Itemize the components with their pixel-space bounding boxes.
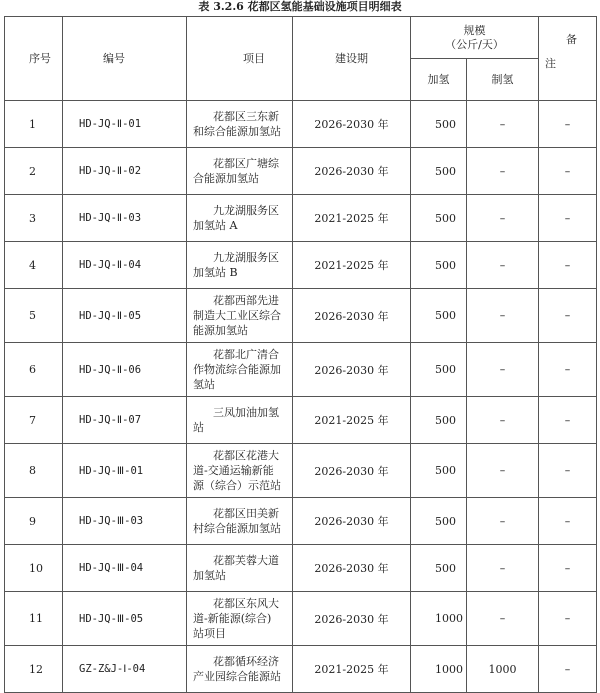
cell-name bbox=[187, 289, 293, 343]
cell-name bbox=[187, 498, 293, 545]
cell-seq: 8 bbox=[5, 444, 63, 498]
table-row bbox=[5, 148, 597, 195]
cell-hydrogen-refuel: 500 bbox=[411, 195, 467, 242]
cell-note: – bbox=[539, 545, 597, 592]
cell-name-line: 花都区花港大 bbox=[213, 449, 279, 462]
header-hydrogen-make: 制氢 bbox=[467, 59, 539, 101]
header-period: 建设期 bbox=[293, 17, 411, 101]
cell-note: – bbox=[539, 148, 597, 195]
cell-period: 2021-2025 年 bbox=[293, 195, 411, 242]
cell-name-line: 花都循环经济 bbox=[213, 655, 279, 668]
cell-hydrogen-make: – bbox=[467, 397, 539, 444]
cell-hydrogen-refuel: 500 bbox=[411, 101, 467, 148]
cell-name-line: 村综合能源加氢站 bbox=[193, 522, 281, 535]
cell-name bbox=[187, 242, 293, 289]
table-row bbox=[5, 195, 597, 242]
cell-name-line: 三凤加油加氢 bbox=[213, 406, 279, 419]
cell-hydrogen-make: – bbox=[467, 195, 539, 242]
cell-period: 2026-2030 年 bbox=[293, 592, 411, 646]
header-note-b: 注 bbox=[545, 57, 556, 70]
cell-hydrogen-make: – bbox=[467, 101, 539, 148]
cell-note: – bbox=[539, 195, 597, 242]
cell-code: HD-JQ-Ⅱ-06 bbox=[63, 343, 187, 397]
cell-name bbox=[187, 195, 293, 242]
cell-code: GZ-Z&J-Ⅰ-04 bbox=[63, 646, 187, 693]
cell-name-line: 九龙湖服务区 bbox=[213, 204, 279, 217]
header-hydrogen-refuel: 加氢 bbox=[411, 59, 467, 101]
cell-name-line: 花都芙蓉大道 bbox=[213, 554, 279, 567]
cell-name-line: 产业园综合能源站 bbox=[193, 670, 281, 683]
table-row bbox=[5, 545, 597, 592]
cell-code: HD-JQ-Ⅲ-04 bbox=[63, 545, 187, 592]
cell-hydrogen-refuel: 500 bbox=[411, 498, 467, 545]
header-name: 项目 bbox=[187, 17, 293, 101]
cell-name bbox=[187, 343, 293, 397]
cell-code: HD-JQ-Ⅲ-01 bbox=[63, 444, 187, 498]
cell-name-line: 加氢站 A bbox=[193, 219, 238, 232]
table-row bbox=[5, 592, 597, 646]
cell-name-line: 花都北广清合 bbox=[213, 348, 279, 361]
cell-hydrogen-make: – bbox=[467, 592, 539, 646]
table-row bbox=[5, 646, 597, 693]
cell-name-line: 源（综合）示范站 bbox=[193, 479, 281, 492]
cell-hydrogen-make: – bbox=[467, 444, 539, 498]
cell-seq: 2 bbox=[5, 148, 63, 195]
cell-hydrogen-refuel: 1000 bbox=[411, 592, 467, 646]
cell-name bbox=[187, 646, 293, 693]
cell-name-line: 站项目 bbox=[193, 627, 226, 640]
cell-name bbox=[187, 397, 293, 444]
cell-name-line: 和综合能源加氢站 bbox=[193, 125, 281, 138]
cell-code: HD-JQ-Ⅲ-05 bbox=[63, 592, 187, 646]
cell-period: 2026-2030 年 bbox=[293, 289, 411, 343]
cell-code: HD-JQ-Ⅱ-04 bbox=[63, 242, 187, 289]
cell-hydrogen-refuel: 500 bbox=[411, 289, 467, 343]
cell-name-line: 加氢站 B bbox=[193, 266, 238, 279]
header-note-a: 备 bbox=[566, 33, 577, 46]
cell-name-line: 作物流综合能源加 bbox=[193, 363, 281, 376]
cell-period: 2021-2025 年 bbox=[293, 397, 411, 444]
cell-name-line: 九龙湖服务区 bbox=[213, 251, 279, 264]
header-scale-line1: 规模 bbox=[463, 23, 486, 37]
table-body bbox=[5, 101, 597, 693]
cell-seq: 11 bbox=[5, 592, 63, 646]
cell-hydrogen-refuel: 500 bbox=[411, 444, 467, 498]
cell-name bbox=[187, 545, 293, 592]
header-scale-line2: （公斤/天） bbox=[445, 37, 504, 51]
header-note bbox=[539, 17, 597, 101]
table-row bbox=[5, 101, 597, 148]
cell-code: HD-JQ-Ⅱ-07 bbox=[63, 397, 187, 444]
table-row bbox=[5, 343, 597, 397]
cell-name-line: 花都西部先进 bbox=[213, 294, 279, 307]
cell-hydrogen-make: – bbox=[467, 289, 539, 343]
cell-period: 2026-2030 年 bbox=[293, 148, 411, 195]
header-scale bbox=[411, 17, 539, 59]
cell-name-line: 加氢站 bbox=[193, 569, 226, 582]
cell-seq: 10 bbox=[5, 545, 63, 592]
cell-note: – bbox=[539, 343, 597, 397]
cell-hydrogen-refuel: 500 bbox=[411, 397, 467, 444]
cell-hydrogen-make: – bbox=[467, 498, 539, 545]
cell-note: – bbox=[539, 498, 597, 545]
hydrogen-facility-table bbox=[4, 16, 597, 693]
cell-code: HD-JQ-Ⅱ-03 bbox=[63, 195, 187, 242]
cell-seq: 4 bbox=[5, 242, 63, 289]
cell-note: – bbox=[539, 397, 597, 444]
cell-name-line: 站 bbox=[193, 421, 204, 434]
cell-name-line: 道-交通运输新能 bbox=[193, 464, 274, 477]
table-row bbox=[5, 397, 597, 444]
cell-code: HD-JQ-Ⅱ-05 bbox=[63, 289, 187, 343]
cell-name-line: 氢站 bbox=[193, 378, 215, 391]
table-row bbox=[5, 498, 597, 545]
cell-period: 2026-2030 年 bbox=[293, 444, 411, 498]
cell-code: HD-JQ-Ⅱ-02 bbox=[63, 148, 187, 195]
cell-seq: 5 bbox=[5, 289, 63, 343]
cell-name-line: 制造大工业区综合 bbox=[193, 309, 281, 322]
cell-period: 2021-2025 年 bbox=[293, 646, 411, 693]
cell-period: 2026-2030 年 bbox=[293, 343, 411, 397]
cell-period: 2026-2030 年 bbox=[293, 498, 411, 545]
cell-hydrogen-make: – bbox=[467, 242, 539, 289]
cell-name-line: 道-新能源(综合) bbox=[193, 612, 272, 625]
cell-code: HD-JQ-Ⅱ-01 bbox=[63, 101, 187, 148]
cell-hydrogen-make: – bbox=[467, 545, 539, 592]
cell-period: 2026-2030 年 bbox=[293, 101, 411, 148]
cell-period: 2021-2025 年 bbox=[293, 242, 411, 289]
cell-note: – bbox=[539, 592, 597, 646]
cell-name-line: 花都区三东新 bbox=[213, 110, 279, 123]
cell-name-line: 花都区东风大 bbox=[213, 597, 279, 610]
table-caption: 表 3.2.6 花都区氢能基础设施项目明细表 bbox=[198, 0, 402, 13]
cell-name bbox=[187, 592, 293, 646]
cell-seq: 7 bbox=[5, 397, 63, 444]
cell-hydrogen-make: – bbox=[467, 343, 539, 397]
table-row bbox=[5, 289, 597, 343]
cell-note: – bbox=[539, 242, 597, 289]
cell-hydrogen-refuel: 500 bbox=[411, 148, 467, 195]
cell-name-line: 花都区田美新 bbox=[213, 507, 279, 520]
cell-hydrogen-make: 1000 bbox=[467, 646, 539, 693]
cell-note: – bbox=[539, 646, 597, 693]
cell-name-line: 合能源加氢站 bbox=[193, 172, 259, 185]
cell-name bbox=[187, 101, 293, 148]
cell-name bbox=[187, 444, 293, 498]
cell-name-line: 花都区广塘综 bbox=[213, 157, 279, 170]
cell-note: – bbox=[539, 444, 597, 498]
cell-seq: 6 bbox=[5, 343, 63, 397]
header-code: 编号 bbox=[63, 17, 187, 101]
header-seq: 序号 bbox=[5, 17, 63, 101]
cell-code: HD-JQ-Ⅲ-03 bbox=[63, 498, 187, 545]
cell-note: – bbox=[539, 289, 597, 343]
table-row bbox=[5, 242, 597, 289]
cell-seq: 12 bbox=[5, 646, 63, 693]
cell-period: 2026-2030 年 bbox=[293, 545, 411, 592]
cell-hydrogen-refuel: 500 bbox=[411, 545, 467, 592]
cell-seq: 9 bbox=[5, 498, 63, 545]
cell-hydrogen-refuel: 500 bbox=[411, 343, 467, 397]
cell-seq: 3 bbox=[5, 195, 63, 242]
cell-hydrogen-refuel: 500 bbox=[411, 242, 467, 289]
cell-name-line: 能源加氢站 bbox=[193, 324, 248, 337]
table-row bbox=[5, 444, 597, 498]
cell-hydrogen-refuel: 1000 bbox=[411, 646, 467, 693]
cell-name bbox=[187, 148, 293, 195]
cell-seq: 1 bbox=[5, 101, 63, 148]
cell-hydrogen-make: – bbox=[467, 148, 539, 195]
cell-note: – bbox=[539, 101, 597, 148]
